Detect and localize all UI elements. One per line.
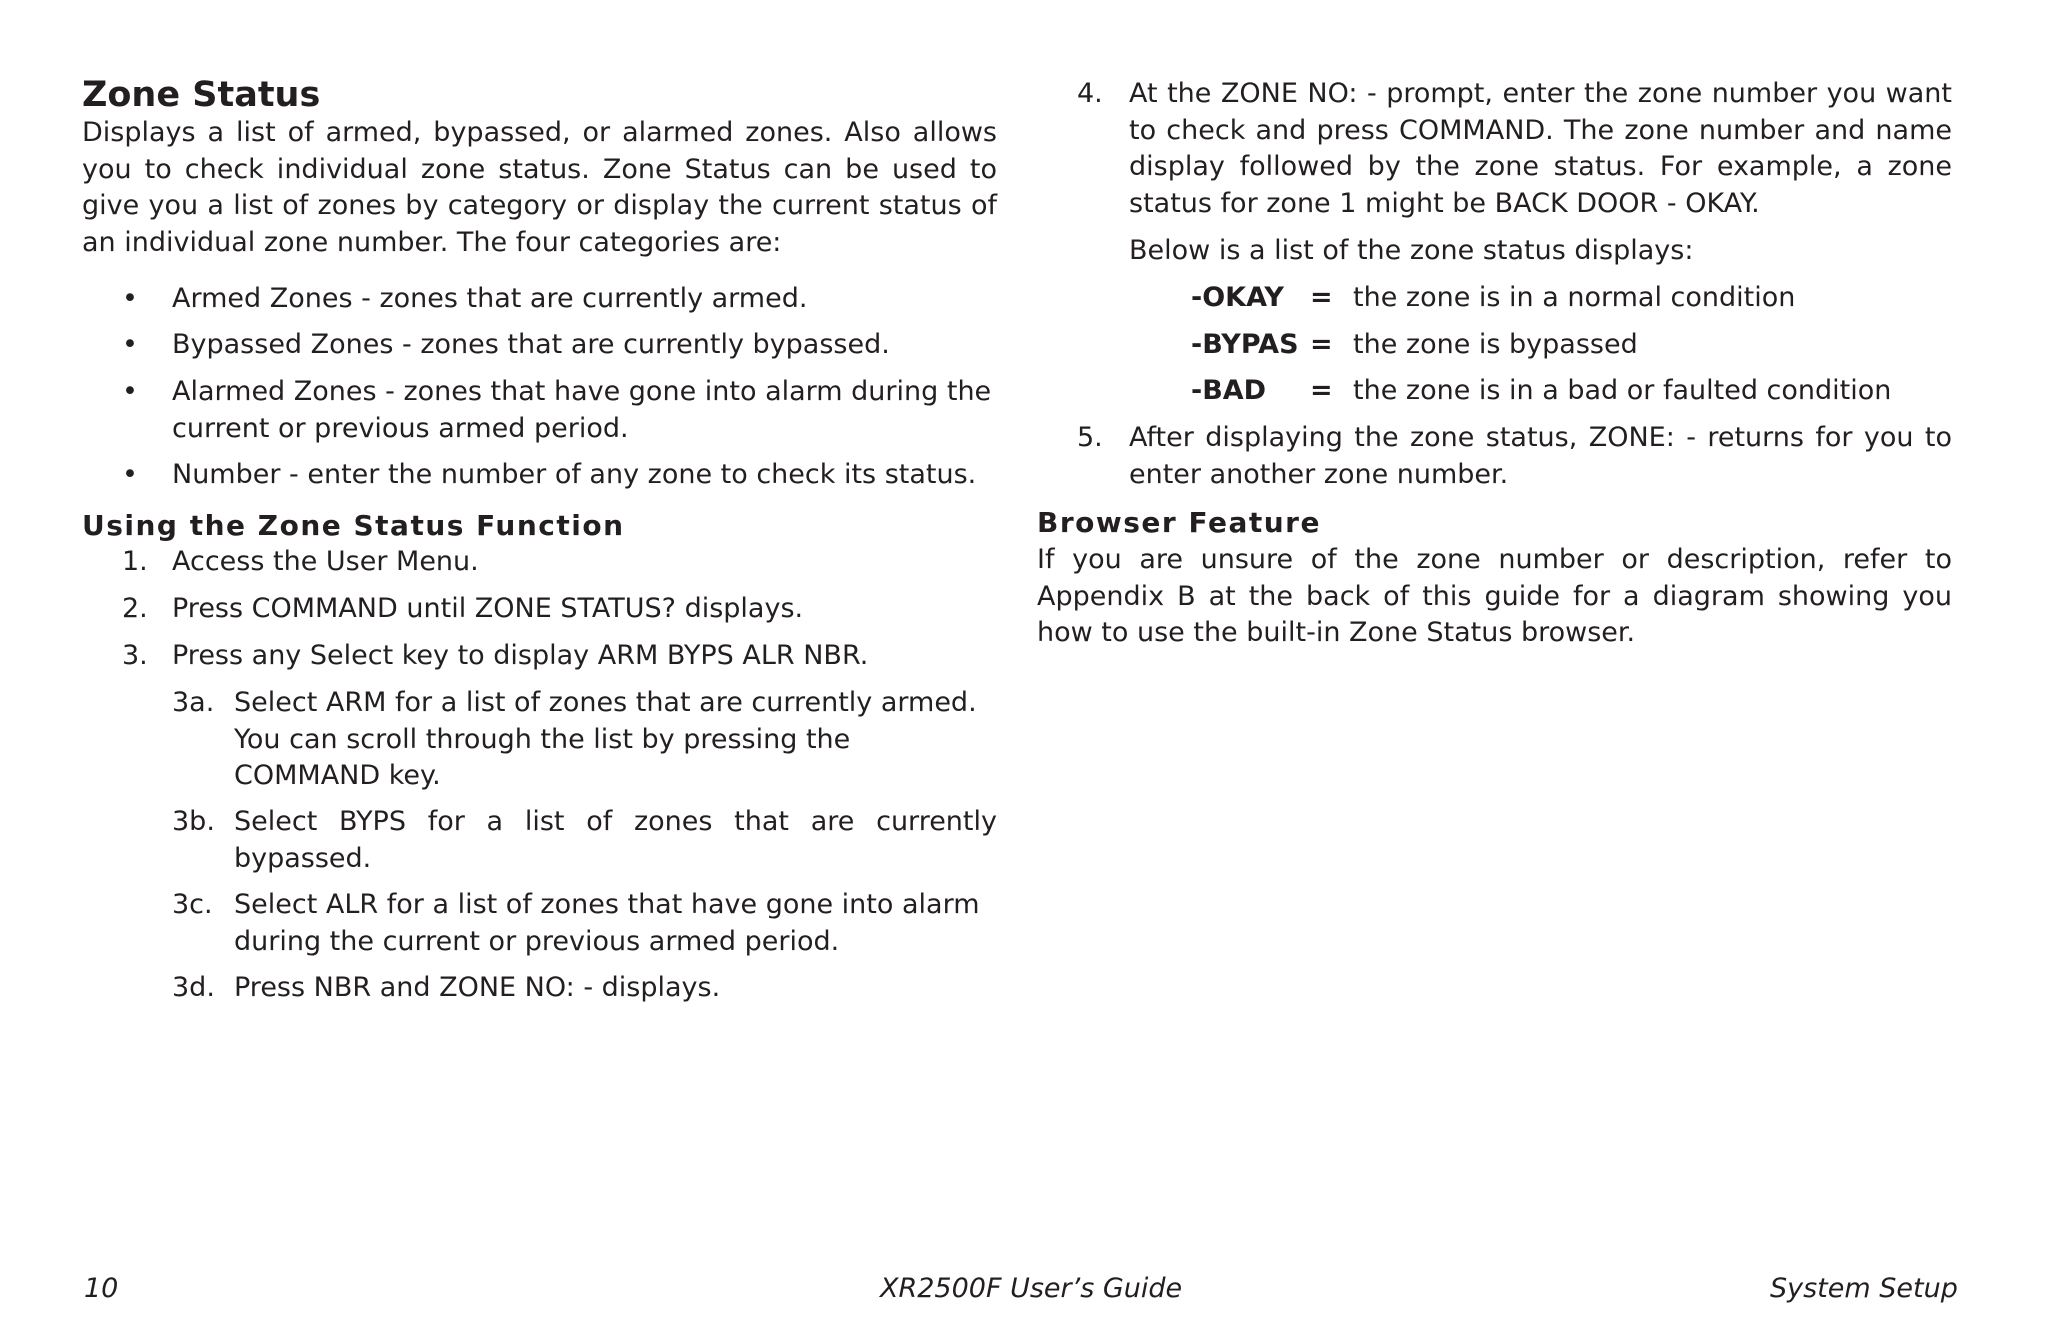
step-number: 4. xyxy=(1077,78,1103,109)
list-item: Number - enter the number of any zone to check its status. xyxy=(172,459,977,490)
step-number: 2. xyxy=(122,593,148,624)
page-number: 10 xyxy=(84,1273,119,1304)
step-text: After displaying the zone status, ZONE: - returns for you to enter another zone number. xyxy=(1129,422,1952,490)
browser-paragraph: If you are unsure of the zone number or description, refer to Appendix B at the back of this guide for a diagram showing you how to use the built-in Zone Status browser. xyxy=(1037,544,1952,648)
bullet-marker: • xyxy=(122,459,138,490)
substep-number: 3a. xyxy=(172,687,215,718)
status-code: -OKAY xyxy=(1191,282,1284,313)
list-item: Bypassed Zones - zones that are currently bypassed. xyxy=(172,329,890,360)
substep-text: Select ARM for a list of zones that are currently armed. You can scroll through the list by pressing the COMMAND key. xyxy=(234,687,977,791)
intro-paragraph: Displays a list of armed, bypassed, or alarmed zones. Also allows you to check individual zone status. Zone Status can be used to give you a list of zones by category or display the current status of an individual zone number. The four categories are: xyxy=(82,117,997,258)
step-text: At the ZONE NO: - prompt, enter the zone number you want to check and press COMMAND. The zone number and name display followed by the zone status. For example, a zone status for zone 1 might be BACK DOOR - OKAY. xyxy=(1129,78,1952,219)
substep-text: Select BYPS for a list of zones that are currently bypassed. xyxy=(234,806,997,874)
status-equals: = xyxy=(1310,329,1333,360)
list-item: Armed Zones - zones that are currently armed. xyxy=(172,283,808,314)
step-number: 1. xyxy=(122,546,148,577)
step-text: Access the User Menu. xyxy=(172,546,479,577)
status-equals: = xyxy=(1310,375,1333,406)
subsection-heading: Browser Feature xyxy=(1037,506,1321,539)
guide-title: XR2500F User’s Guide xyxy=(880,1273,1183,1304)
step-text: Press any Select key to display ARM BYPS ALR NBR. xyxy=(172,640,869,671)
bullet-marker: • xyxy=(122,283,138,314)
section-name: System Setup xyxy=(1770,1273,1958,1304)
list-item: Alarmed Zones - zones that have gone into alarm during the current or previous armed period. xyxy=(172,376,992,444)
subsection-heading: Using the Zone Status Function xyxy=(82,509,625,542)
status-list-intro: Below is a list of the zone status displays: xyxy=(1129,235,1694,266)
status-description: the zone is bypassed xyxy=(1353,329,1638,360)
substep-text: Select ALR for a list of zones that have gone into alarm during the current or previous armed period. xyxy=(234,889,980,957)
status-code: -BYPAS xyxy=(1191,329,1299,360)
step-number: 3. xyxy=(122,640,148,671)
bullet-marker: • xyxy=(122,329,138,360)
status-code: -BAD xyxy=(1191,375,1267,406)
status-description: the zone is in a bad or faulted condition xyxy=(1353,375,1892,406)
section-title: Zone Status xyxy=(82,75,321,115)
step-number: 5. xyxy=(1077,422,1103,453)
substep-number: 3b. xyxy=(172,806,215,837)
substep-number: 3c. xyxy=(172,889,213,920)
status-description: the zone is in a normal condition xyxy=(1353,282,1796,313)
substep-text: Press NBR and ZONE NO: - displays. xyxy=(234,972,721,1003)
substep-number: 3d. xyxy=(172,972,215,1003)
bullet-marker: • xyxy=(122,376,138,407)
status-equals: = xyxy=(1310,282,1333,313)
step-text: Press COMMAND until ZONE STATUS? displays. xyxy=(172,593,804,624)
